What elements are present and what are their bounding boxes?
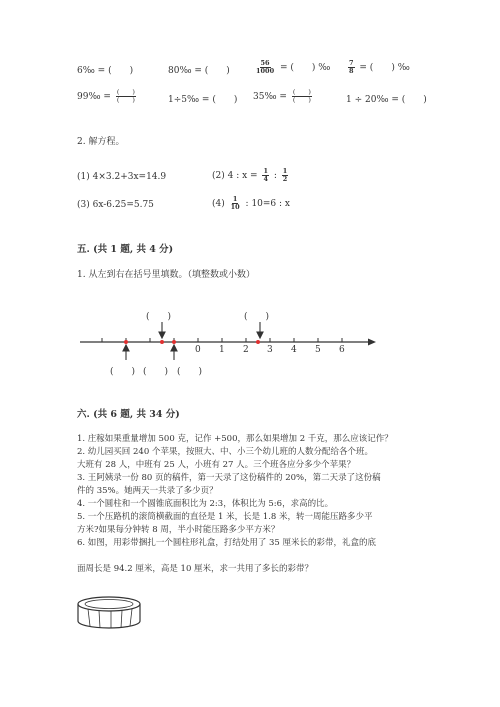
cylinder-gift-box-figure <box>74 594 144 634</box>
equation-3: (3) 6x-6.25=5.75 <box>77 200 154 210</box>
top-bracket-1: ( ) <box>146 312 172 322</box>
conv-35-permille: 35‰ = $\frac{( )}{( )}$ <box>253 88 311 104</box>
bottom-bracket-3: ( ) <box>177 367 203 377</box>
fraction: $\frac{56}{1000}$ <box>256 59 275 75</box>
tick-label-2: 2 <box>243 345 249 355</box>
blank-fraction: $\frac{( )}{( )}$ <box>116 88 135 104</box>
tick-label-6: 6 <box>339 345 345 355</box>
problem-line: 方米?如果每分钟转 8 周，半小时能压路多少平方米？ <box>77 525 280 535</box>
conv-99-permille: 99‰ = $\frac{( )}{( )}$ <box>77 88 135 104</box>
fraction: $\frac{7}{8}$ <box>349 59 354 75</box>
problem-line: 1. 庄稼如果重量增加 500 克，记作 +500，那么如果增加 2 千克，那么应该记作？ <box>77 434 393 444</box>
fraction: $\frac{1}{10}$ <box>230 195 240 211</box>
down-arrow-icon <box>257 332 263 338</box>
tick-label-0: 0 <box>195 345 201 355</box>
tick-label-4: 4 <box>291 345 297 355</box>
red-point-marker <box>124 340 128 344</box>
equation-1: (1) 4×3.2+3x=14.9 <box>77 172 167 182</box>
conv-1-div-20-permille: 1 ÷ 20‰ = ( ) <box>346 95 427 105</box>
red-point-marker <box>160 340 164 344</box>
tick-label-5: 5 <box>315 345 321 355</box>
problem-line: 3. 王阿姨录一份 80 页的稿件，第一天录了这份稿件的 20%，第二天录了这份稿 <box>77 473 381 483</box>
section-5-question-1: 1. 从左到右在括号里填数。（填整数或小数） <box>77 270 255 280</box>
bottom-bracket-2: ( ) <box>143 367 169 377</box>
equation-4: (4) $\frac{1}{10}$ : 10=6 : x <box>212 195 290 211</box>
up-arrow-icon <box>123 345 129 351</box>
section-5-title: 五. (共 1 题, 共 4 分) <box>77 244 174 255</box>
conv-56-over-1000: $\frac{56}{1000}$ = ( ) ‰ <box>256 59 331 75</box>
fraction: $\frac{1}{2}$ <box>282 167 288 183</box>
problem-line: 大班有 28 人，中班有 25 人，小班有 27 人。三个班各应分多少个苹果？ <box>77 460 356 470</box>
blank-fraction: $\frac{( )}{( )}$ <box>292 88 311 104</box>
conv-7-over-8: $\frac{7}{8}$ = ( ) ‰ <box>349 59 410 75</box>
problem-line: 件的 35%。她两天一共录了多少页？ <box>77 486 218 496</box>
up-arrow-icon <box>171 345 177 351</box>
red-point-marker <box>172 340 176 344</box>
section-6-title: 六. (共 6 题, 共 34 分) <box>77 409 180 420</box>
problem-line: 4. 一个圆柱和一个圆锥底面积比为 2:3，体积比为 5:6，求高的比。 <box>77 499 334 509</box>
conv-80-permille: 80‰ = ( ) <box>168 66 230 76</box>
red-point-marker <box>256 340 260 344</box>
problem-line: 面周长是 94.2 厘米，高是 10 厘米，求一共用了多长的彩带？ <box>77 564 314 574</box>
axis-arrow-icon <box>368 339 376 346</box>
conv-1-div-5-permille: 1÷5‰ = ( ) <box>168 95 238 105</box>
problem-line: 6. 如图，用彩带捆扎一个圆柱形礼盒，打结处用了 35 厘米长的彩带，礼盒的底 <box>77 538 377 548</box>
equation-2: (2) 4 : x = $\frac{1}{4}$ : $\frac{1}{2}$ <box>212 167 288 183</box>
down-arrow-icon <box>159 332 165 338</box>
top-bracket-2: ( ) <box>244 312 270 322</box>
question-2-title: 2. 解方程。 <box>77 137 125 147</box>
tick-label-3: 3 <box>267 345 273 355</box>
problem-line: 2. 幼儿园买回 240 个苹果，按照大、中、小三个幼儿班的人数分配给各个班。 <box>77 447 373 457</box>
tick-label-1: 1 <box>219 345 225 355</box>
fraction: $\frac{1}{4}$ <box>263 167 268 183</box>
bottom-bracket-1: ( ) <box>110 367 136 377</box>
problem-line: 5. 一个压路机的滚筒横截面的直径是 1 米，长是 1.8 米，转一周能压路多少平 <box>77 512 373 522</box>
conv-6-permille: 6‰ = ( ) <box>77 66 134 76</box>
